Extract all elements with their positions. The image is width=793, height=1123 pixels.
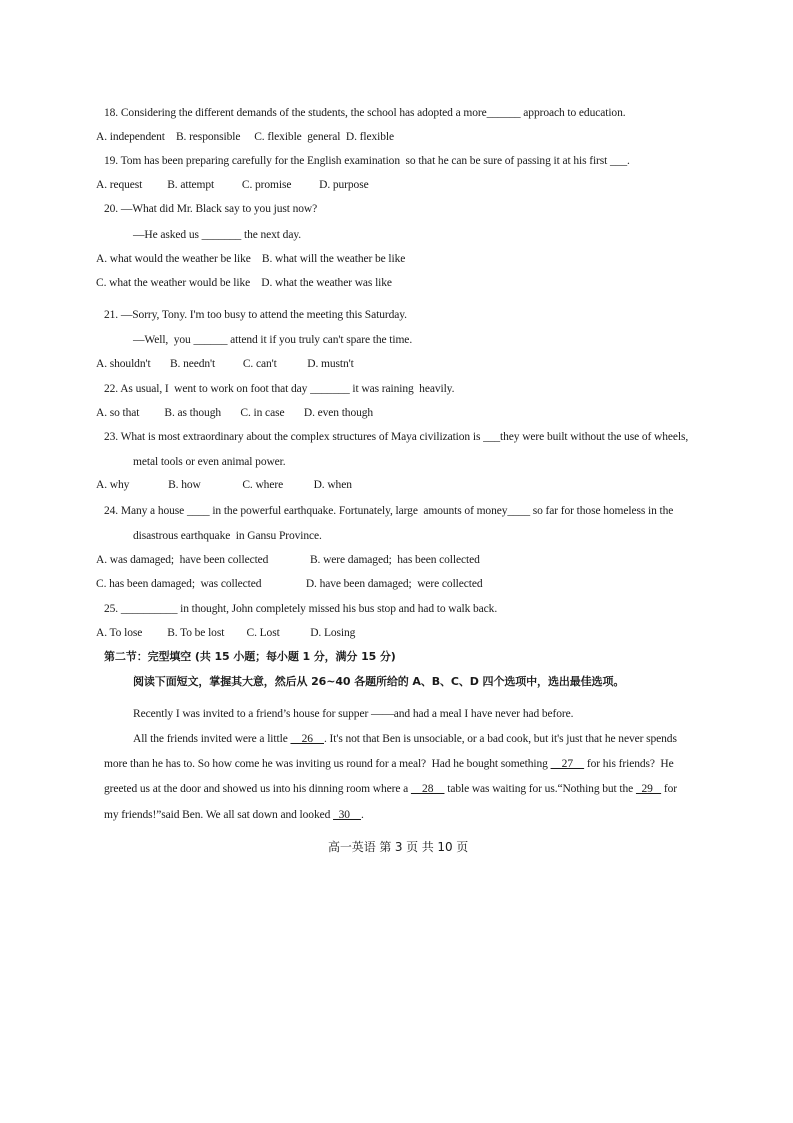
passage-line-1: Recently I was invited to a friend’s house for supper ——and had a meal I have never had before. (133, 708, 574, 720)
q19-stem: 19. Tom has been preparing carefully for the English examination so that he can be sure of passing it at his first ___. (104, 155, 630, 167)
passage-line-2: All the friends invited were a little 26 . It's not that Ben is unsociable, or a bad cook, but it's just that he never spends (133, 733, 677, 745)
blank-26: 26 (290, 733, 324, 745)
q21-reply: —Well, you ______ attend it if you truly can't spare the time. (133, 334, 413, 346)
q23-cont: metal tools or even animal power. (133, 456, 286, 468)
q22-options: A. so that B. as though C. in case D. even though (96, 407, 374, 419)
q21-options: A. shouldn't B. needn't C. can't D. mustn't (96, 358, 354, 370)
blank-27: 27 (550, 758, 585, 770)
section-heading: 第二节：完型填空 (共 15 小题；每小题 1 分，满分 15 分) (104, 650, 396, 663)
blank-29: 29 (635, 783, 662, 795)
q18-options: A. independent B. responsible C. flexible general D. flexible (96, 131, 394, 143)
q24-cont: disastrous earthquake in Gansu Province. (133, 530, 322, 542)
blank-30: 30 (333, 809, 361, 821)
passage-line-4: greeted us at the door and showed us into his dinning room where a 28 table was waiting for us.“Nothing but the 29 for (104, 783, 678, 795)
q24-options-1: A. was damaged; have been collected B. were damaged; has been collected (96, 554, 480, 566)
q20-stem: 20. —What did Mr. Black say to you just now? (104, 203, 318, 215)
q18-stem: 18. Considering the different demands of the students, the school has adopted a more______ approach to education. (104, 107, 626, 119)
q25-stem: 25. __________ in thought, John completely missed his bus stop and had to walk back. (104, 603, 498, 615)
q19-options: A. request B. attempt C. promise D. purpose (96, 179, 369, 191)
q20-options-1: A. what would the weather be like B. what will the weather be like (96, 253, 406, 265)
q22-stem: 22. As usual, I went to work on foot that day _______ it was raining heavily. (104, 383, 455, 395)
q24-stem: 24. Many a house ____ in the powerful earthquake. Fortunately, large amounts of money____ so far for those homeless in the (104, 505, 674, 517)
q21-stem: 21. —Sorry, Tony. I'm too busy to attend the meeting this Saturday. (104, 309, 407, 321)
blank-28: 28 (410, 783, 445, 795)
passage-line-3: more than he has to. So how come he was inviting us round for a meal? Had he bought something 27 for his friends? He (104, 758, 674, 770)
q23-stem: 23. What is most extraordinary about the complex structures of Maya civilization is ___they were built without the use of wheels, (104, 431, 689, 443)
q24-options-2: C. has been damaged; was collected D. have been damaged; were collected (96, 578, 483, 590)
section-instruction: 阅读下面短文，掌握其大意，然后从 26~40 各题所给的 A、B、C、D 四个选项中，选出最佳选项。 (133, 675, 625, 688)
q20-reply: —He asked us _______ the next day. (133, 229, 301, 241)
q25-options: A. To lose B. To be lost C. Lost D. Losing (96, 627, 356, 639)
page-footer: 高一英语 第 3 页 共 10 页 (328, 840, 469, 854)
q20-options-2: C. what the weather would be like D. what the weather was like (96, 277, 392, 289)
q23-options: A. why B. how C. where D. when (96, 479, 352, 491)
passage-line-5: my friends!”said Ben. We all sat down and looked 30 . (104, 809, 364, 821)
